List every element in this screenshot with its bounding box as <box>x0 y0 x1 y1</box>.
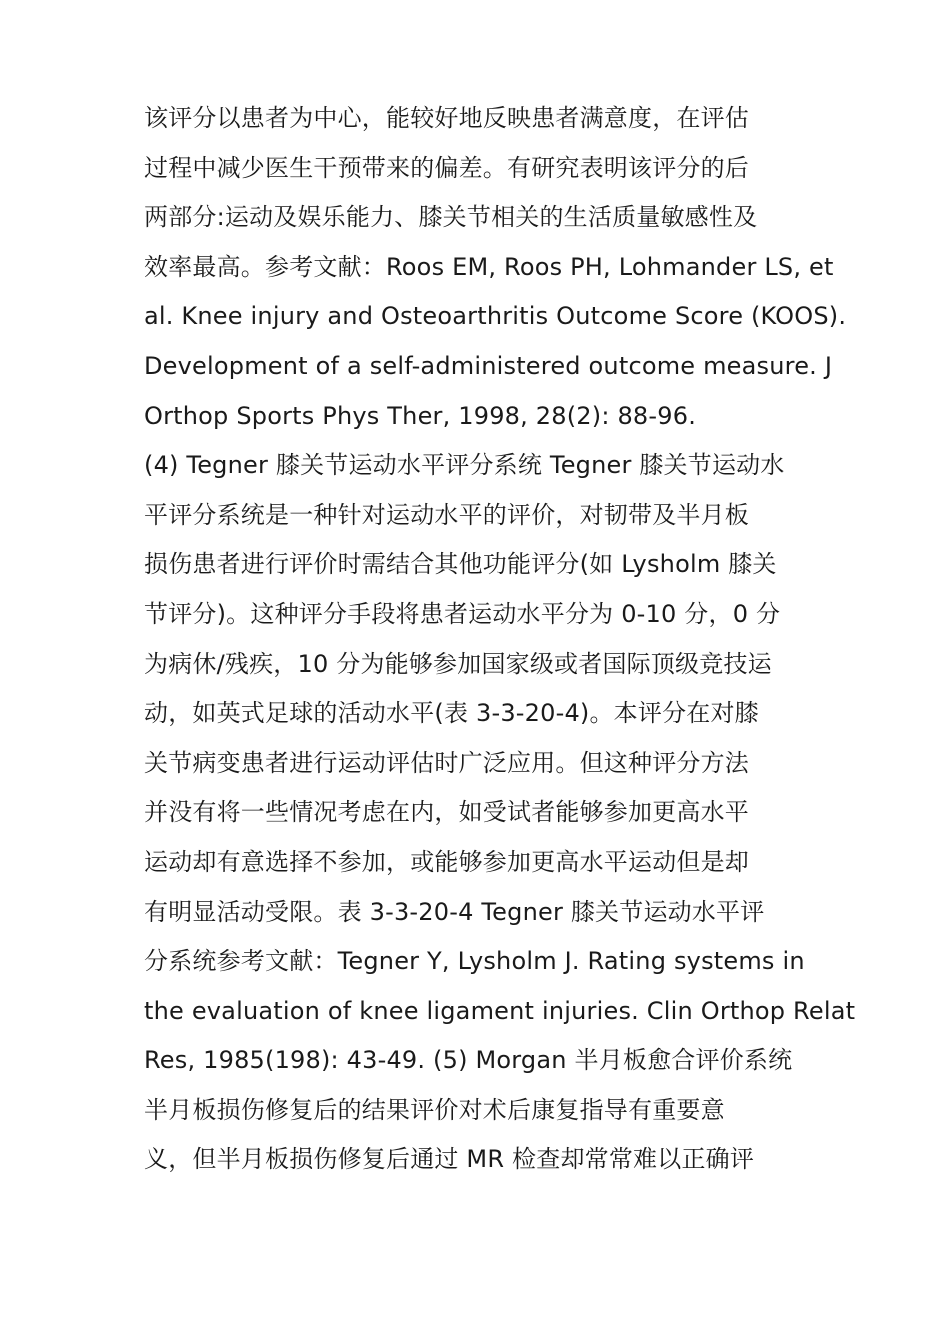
text-line: al. Knee injury and Osteoarthritis Outcome Score (KOOS). <box>144 302 847 331</box>
text-line: (4) Tegner 膝关节运动水平评分系统 Tegner 膝关节运动水 <box>144 451 785 480</box>
text-line: Orthop Sports Phys Ther, 1998, 28(2): 88-96. <box>144 401 697 430</box>
text-line: Development of a self-administered outcome measure. J <box>144 351 833 380</box>
text-line: 该评分以患者为中心，能较好地反映患者满意度，在评估 <box>144 104 749 132</box>
text-line: 过程中减少医生干预带来的偏差。有研究表明该评分的后 <box>144 153 749 182</box>
body-text <box>144 94 856 1185</box>
text-line: 两部分:运动及娱乐能力、膝关节相关的生活质量敏感性及 <box>144 203 758 232</box>
text-line: the evaluation of knee ligament injuries. Clin Orthop Relat <box>144 996 856 1025</box>
text-line: 关节病变患者进行运动评估时广泛应用。但这种评分方法 <box>144 748 749 777</box>
text-line: 平评分系统是一种针对运动水平的评价，对韧带及半月板 <box>144 500 749 529</box>
text-line: 效率最高。参考文献：Roos EM, Roos PH, Lohmander LS, et <box>144 252 834 281</box>
text-line: 分系统参考文献：Tegner Y, Lysholm J. Rating systems in <box>144 947 805 976</box>
text-line: Res, 1985(198): 43-49. (5) Morgan 半月板愈合评价系统 <box>144 1046 793 1075</box>
text-line: 有明显活动受限。表 3-3-20-4 Tegner 膝关节运动水平评 <box>144 897 765 926</box>
text-line: 义，但半月板损伤修复后通过 MR 检查却常常难以正确评 <box>144 1145 755 1174</box>
text-line: 为病休/残疾，10 分为能够参加国家级或者国际顶级竞技运 <box>144 649 772 678</box>
text-line: 并没有将一些情况考虑在内，如受试者能够参加更高水平 <box>144 798 749 827</box>
text-line: 损伤患者进行评价时需结合其他功能评分(如 Lysholm 膝关 <box>144 550 777 579</box>
text-line: 动，如英式足球的活动水平(表 3-3-20-4)。本评分在对膝 <box>144 699 759 728</box>
text-line: 运动却有意选择不参加，或能够参加更高水平运动但是却 <box>144 847 749 876</box>
text-line: 半月板损伤修复后的结果评价对术后康复指导有重要意 <box>144 1095 725 1124</box>
text-line: 节评分)。这种评分手段将患者运动水平分为 0-10 分，0 分 <box>144 599 781 628</box>
